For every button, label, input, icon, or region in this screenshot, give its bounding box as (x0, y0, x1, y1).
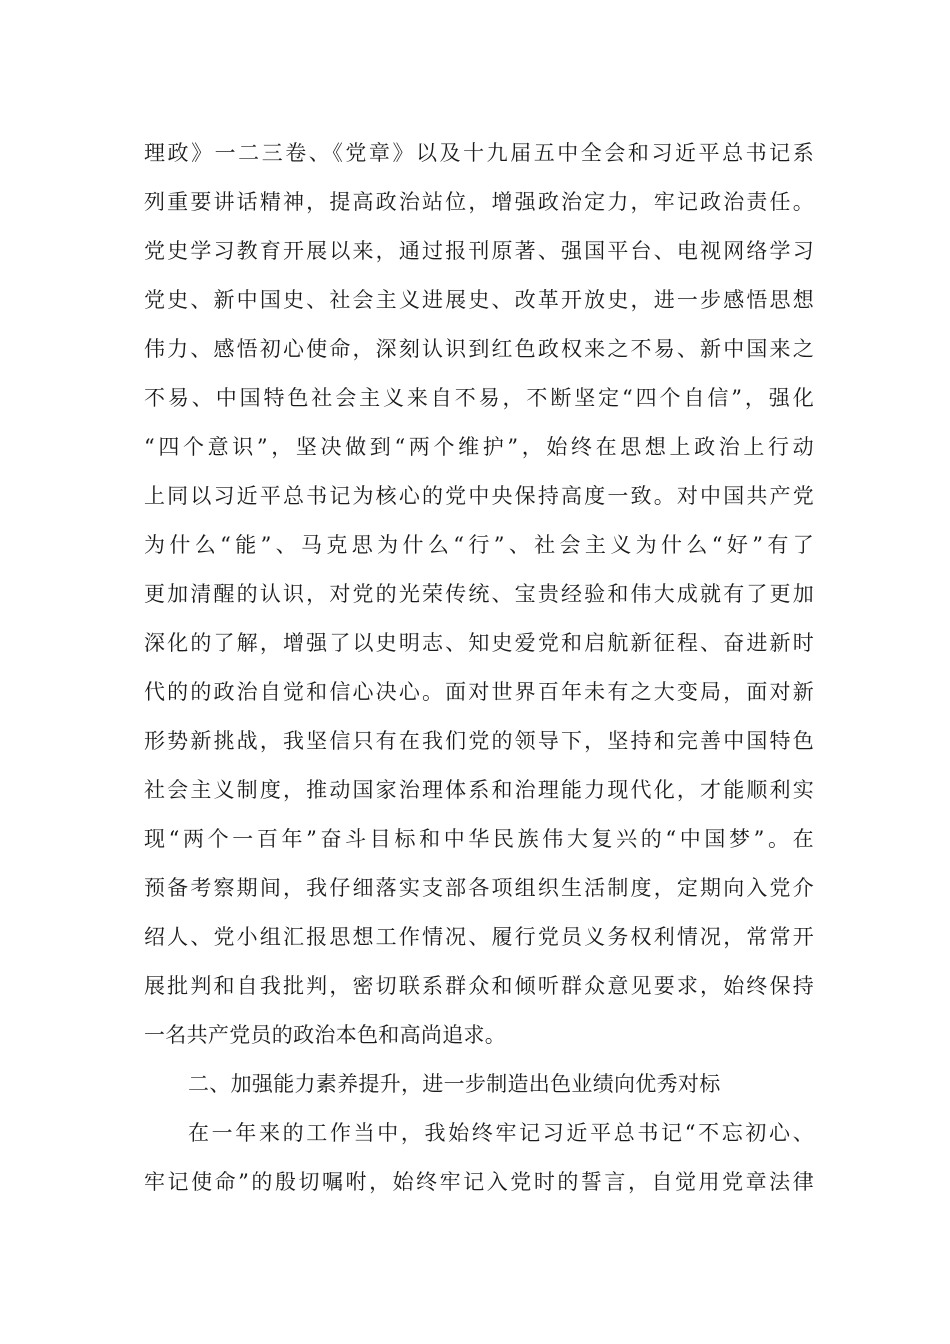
body-line: 现“两个一百年”奋斗目标和中华民族伟大复兴的“中国梦”。在 (144, 827, 814, 851)
body-line: 更加清醒的认识，对党的光荣传统、宝贵经验和伟大成就有了更加 (144, 582, 814, 606)
body-line: 为什么“能”、马克思为什么“行”、社会主义为什么“好”有了 (144, 533, 814, 557)
body-line: 一名共产党员的政治本色和高尚追求。 (144, 1023, 507, 1047)
document-body (144, 129, 814, 1207)
body-line: 形势新挑战，我坚信只有在我们党的领导下，坚持和完善中国特色 (144, 729, 814, 753)
body-line: 党史、新中国史、社会主义进展史、改革开放史，进一步感悟思想 (144, 288, 814, 312)
body-line: 伟力、感悟初心使命，深刻认识到红色政权来之不易、新中国来之 (144, 337, 814, 361)
body-line: 绍人、党小组汇报思想工作情况、履行党员义务权利情况，常常开 (144, 925, 814, 949)
body-line: 列重要讲话精神，提高政治站位，增强政治定力，牢记政治责任。 (144, 190, 814, 214)
body-line: 上同以习近平总书记为核心的党中央保持高度一致。对中国共产党 (144, 484, 814, 508)
section-heading: 二、加强能力素养提升，进一步制造出色业绩向优秀对标 (188, 1072, 721, 1096)
body-line: 代的的政治自觉和信心决心。面对世界百年未有之大变局，面对新 (144, 680, 814, 704)
body-line: 展批判和自我批判，密切联系群众和倾听群众意见要求，始终保持 (144, 974, 814, 998)
body-line: 党史学习教育开展以来，通过报刊原著、强国平台、电视网络学习 (144, 239, 814, 263)
body-line: 社会主义制度，推动国家治理体系和治理能力现代化，才能顺利实 (144, 778, 814, 802)
body-line: 预备考察期间，我仔细落实支部各项组织生活制度，定期向入党介 (144, 876, 814, 900)
body-line: 深化的了解，增强了以史明志、知史爱党和启航新征程、奋进新时 (144, 631, 814, 655)
body-line: 牢记使命”的殷切嘱咐，始终牢记入党时的誓言，自觉用党章法律 (144, 1170, 814, 1194)
body-line: 不易、中国特色社会主义来自不易，不断坚定“四个自信”，强化 (144, 386, 814, 410)
paragraph-first-line: 在一年来的工作当中，我始终牢记习近平总书记“不忘初心、 (188, 1121, 814, 1145)
body-line: “四个意识”，坚决做到“两个维护”，始终在思想上政治上行动 (144, 435, 814, 459)
body-line: 理政》一二三卷、《党章》以及十九届五中全会和习近平总书记系 (144, 141, 814, 165)
